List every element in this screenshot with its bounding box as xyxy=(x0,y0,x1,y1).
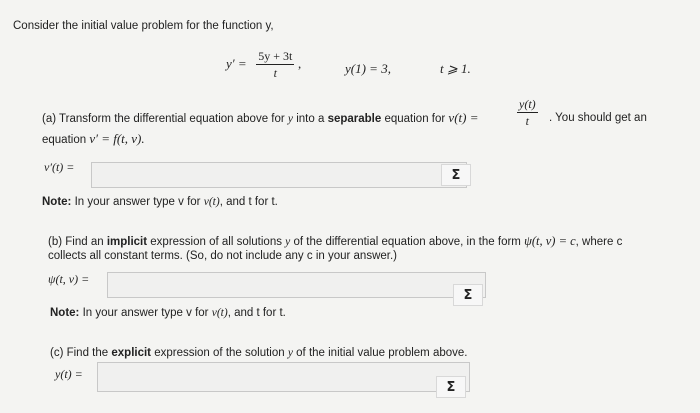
differential-equation xyxy=(226,50,301,79)
answer-a-sigma-button[interactable]: Σ xyxy=(441,164,471,186)
equation-numerator: 5y + 3t xyxy=(258,49,293,63)
answer-b-input[interactable] xyxy=(107,272,486,298)
part-b-question-line2: collects all constant terms. (So, do not include any c in your answer.) xyxy=(48,250,397,262)
answer-a-input[interactable] xyxy=(91,162,467,188)
var-y: y xyxy=(287,113,294,125)
part-b-question-line1: (b) Find an implicit expression of all solutions y of the differential equation above, in the form ψ(t, v) = c, where c xyxy=(48,234,623,248)
v-fraction-num: y(t) xyxy=(519,97,536,111)
equation-comma: , xyxy=(298,55,302,71)
explicit-keyword: explicit xyxy=(111,347,152,359)
implicit-form: ψ(t, v) = c xyxy=(524,234,576,248)
domain-condition: t ⩾ 1. xyxy=(440,61,471,76)
part-b-note: Note: In your answer type v for v(t), and t for t. xyxy=(50,307,286,319)
ode-form: v′ = f(t, v). xyxy=(89,131,145,146)
part-a-note: Note: In your answer type v for v(t), and t for t. xyxy=(42,196,278,208)
implicit-keyword: implicit xyxy=(106,236,148,248)
answer-a-label: v′(t) = xyxy=(44,160,75,174)
equation-denominator: t xyxy=(273,66,277,80)
equation-lhs: y′ = xyxy=(226,55,247,71)
part-a-question-line2: equation v′ = f(t, v). xyxy=(42,131,145,146)
answer-b-sigma-button[interactable]: Σ xyxy=(453,284,483,306)
answer-c-sigma-button[interactable]: Σ xyxy=(436,376,466,398)
part-a-question-line1: (a) Transform the differential equation above for y into a separable equation for v(t) = xyxy=(42,110,479,125)
answer-c-label: y(t) = xyxy=(55,367,83,381)
separable-keyword: separable xyxy=(327,113,382,125)
part-c-question: (c) Find the explicit expression of the solution y of the initial value problem above. xyxy=(50,347,468,359)
v-fraction-den: t xyxy=(525,114,529,128)
initial-condition: y(1) = 3, xyxy=(345,61,391,76)
answer-b-label: ψ(t, v) = xyxy=(48,272,90,286)
answer-c-input[interactable] xyxy=(97,362,470,392)
problem-intro: Consider the initial value problem for the function y, xyxy=(13,20,274,32)
equation-fraction xyxy=(256,50,294,79)
var-v-definition: v(t) = xyxy=(448,110,479,125)
part-a-line1-end: . You should get an xyxy=(549,112,647,124)
v-fraction xyxy=(517,98,538,127)
